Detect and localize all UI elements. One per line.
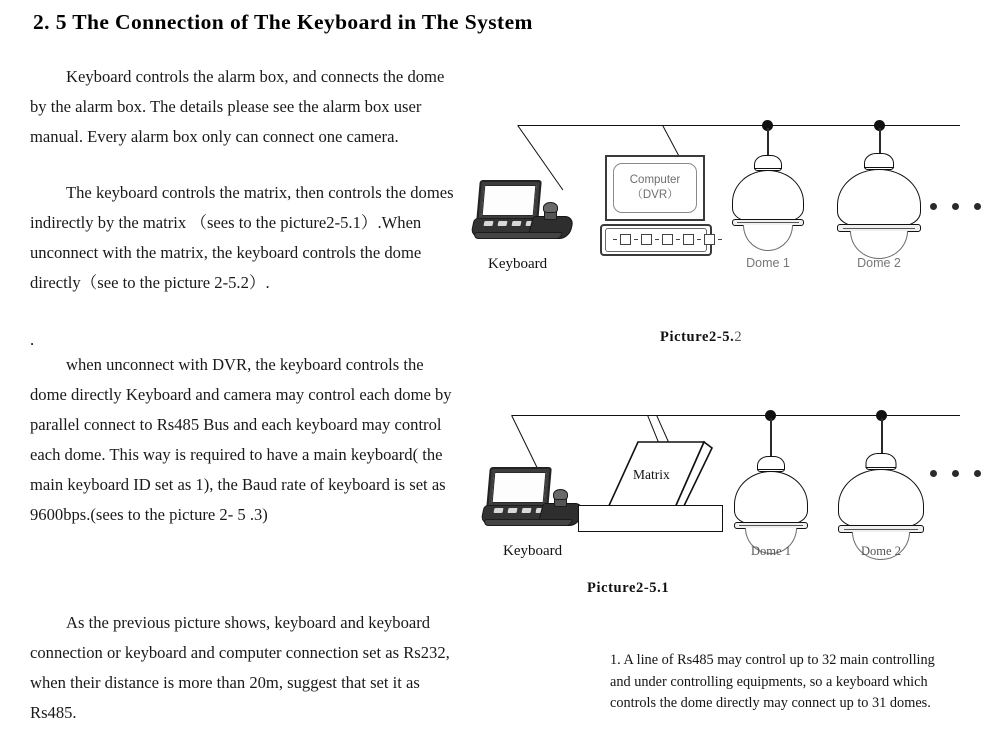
dome2-label-top: Dome 2 <box>857 256 901 270</box>
ellipsis-more-domes-bottom <box>930 470 981 477</box>
paragraph-text: The keyboard controls the matrix, then controls the domes indirectly by the matrix （sees to the picture2-5.1）.When unconnect with the matrix, the keyboard controls the dome directly（see to the picture 2-5.2）. <box>30 183 454 292</box>
paragraph-rs232-distance <box>30 608 455 728</box>
controller-joystick-knob-bottom <box>553 489 568 500</box>
dome-camera-1-bottom <box>734 456 808 551</box>
wire-keyboard-matrix-top <box>512 415 657 416</box>
dome-camera-2-bottom <box>838 453 924 557</box>
matrix-label: Matrix <box>633 467 670 482</box>
rs485-bus-line-bottom <box>648 415 960 416</box>
drop-line-dome2-bottom <box>881 418 883 456</box>
dome1-label-bottom: Dome 1 <box>751 544 791 558</box>
dome1-cap-band-bottom <box>757 469 785 470</box>
caption-tail-text: 2 <box>734 329 743 345</box>
dome1-label-top: Dome 1 <box>746 256 790 270</box>
caption-picture-2-5-1: Picture2-5.1 <box>587 580 670 596</box>
note-rs485-capacity: 1. A line of Rs485 may control up to 32 main controlling and under controlling equipments, so a keyboard which controls the dome directly may connect up to 31 domes. <box>610 652 935 711</box>
stray-dot: . <box>30 330 35 349</box>
caption-main-text: Picture2-5. <box>660 329 735 345</box>
dome2-rim-line-bottom <box>844 529 918 530</box>
paragraph-text: Keyboard controls the alarm box, and connects the dome by the alarm box. The details please see the alarm box user manual. Every alarm box only can connect one camera. <box>30 67 445 146</box>
drop-line-dome1-bottom <box>770 418 772 460</box>
controller-deck-front-bottom <box>483 519 572 526</box>
dome2-label-bottom: Dome 2 <box>861 544 901 558</box>
paragraph-text: when unconnect with DVR, the keyboard controls the dome directly Keyboard and camera may control each dome by parallel connect to Rs485 Bus and each keyboard may control each dome. This way is required to have a main keyboard( the main keyboard ID set as 1), the Baud rate of keyboard is set as 9600bps.(sees to the picture 2- 5 .3) <box>30 355 452 524</box>
page-title: 2. 5 The Connection of The Keyboard in The System <box>33 10 533 34</box>
controller-key-row-bottom <box>493 508 545 513</box>
dome2-body-bottom <box>838 469 924 528</box>
dome1-rim-line-bottom <box>739 525 803 526</box>
keyboard-label-bottom: Keyboard <box>503 543 563 559</box>
paragraph-text: As the previous picture shows, keyboard and keyboard connection or keyboard and computer connection set as Rs232, when their distance is more than 20m, suggest that set it as Rs485. <box>30 613 450 722</box>
keyboard-label-top: Keyboard <box>488 256 548 272</box>
dome1-body-bottom <box>734 471 808 525</box>
dome2-cap-band-bottom <box>866 467 897 468</box>
controller-screen-bottom <box>492 472 547 503</box>
computer-label-line1: Computer <box>629 174 681 186</box>
matrix-base <box>578 505 723 532</box>
computer-label-line2: （DVR） <box>631 189 679 201</box>
